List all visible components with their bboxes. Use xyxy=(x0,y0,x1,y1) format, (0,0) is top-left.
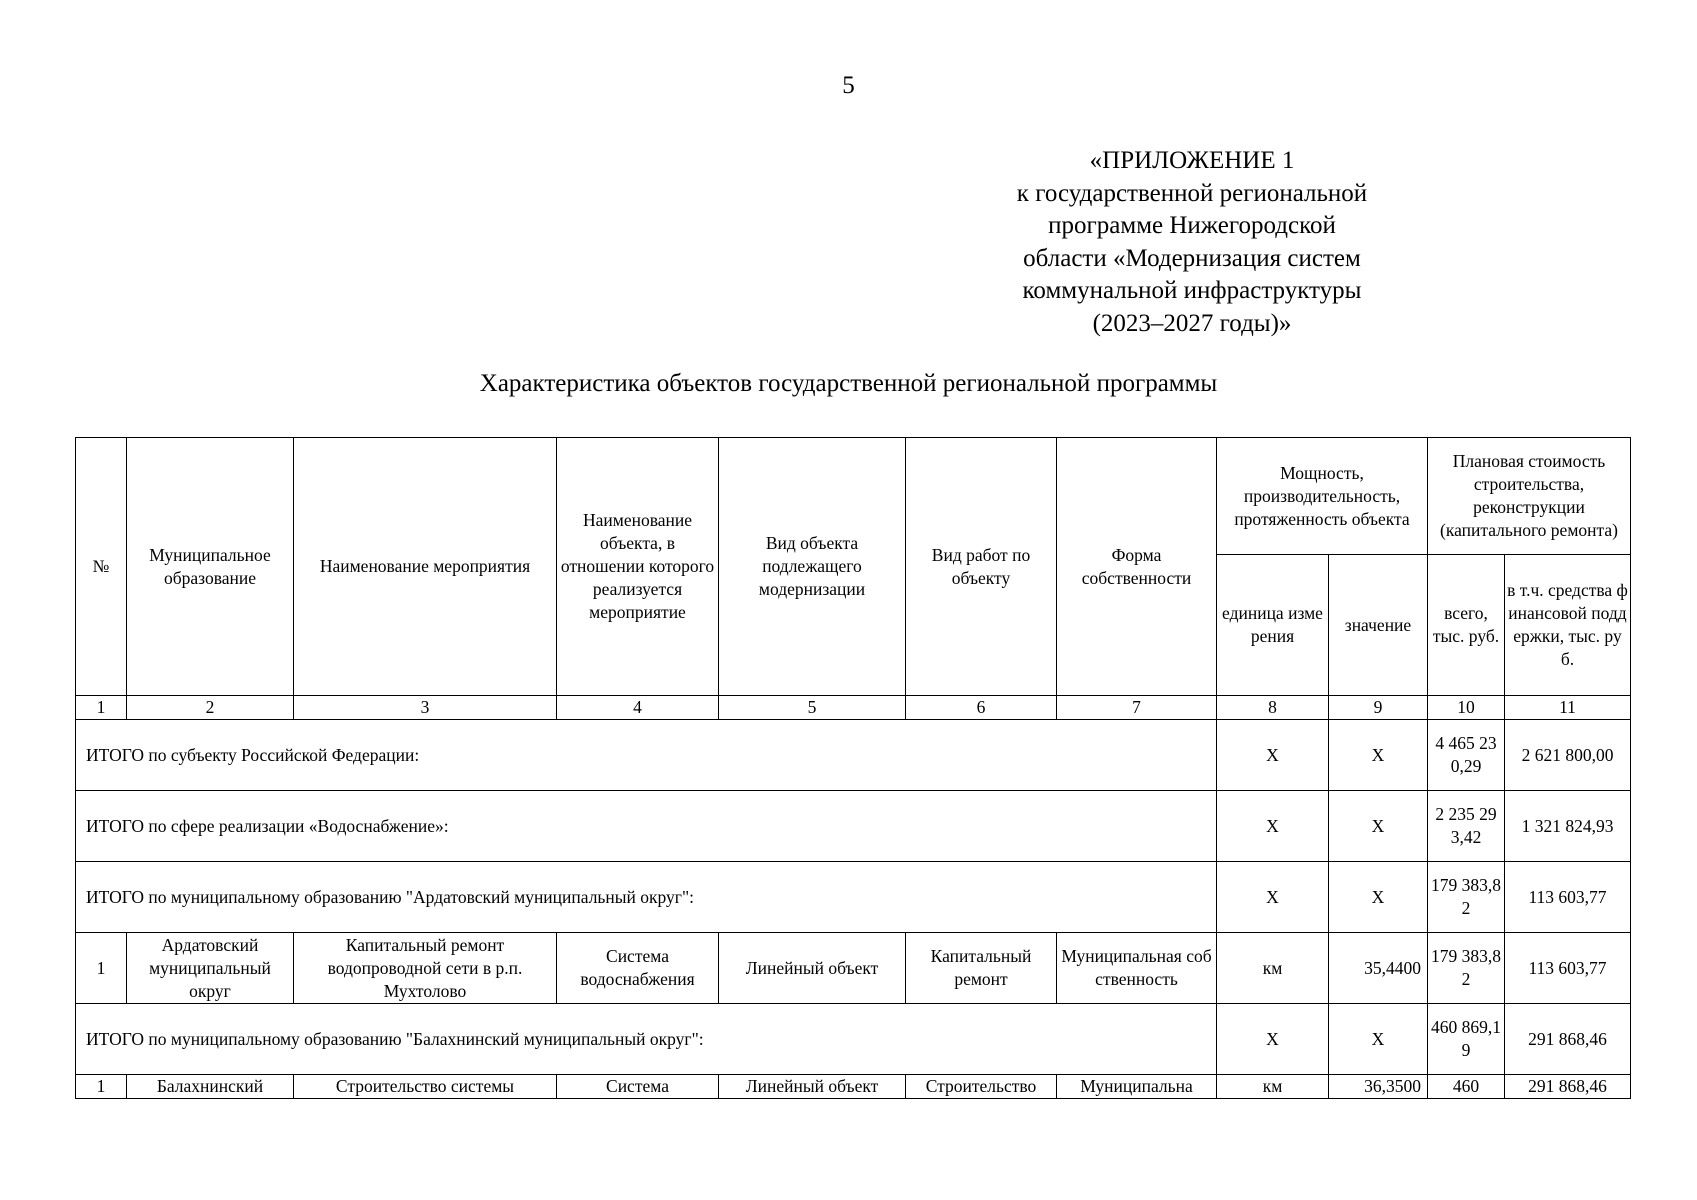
row-num: 1 xyxy=(76,933,127,1004)
column-number: 1 xyxy=(76,696,127,720)
document-title: Характеристика объектов государственной региональной программы xyxy=(479,370,1218,397)
row-municipality: Балахнинский xyxy=(127,1075,294,1099)
program-objects-table xyxy=(75,437,1631,1099)
total-label: ИТОГО по муниципальному образованию "Балахнинский муниципальный округ": xyxy=(76,1004,1217,1075)
row-unit: км xyxy=(1217,933,1329,1004)
row-measure: Строительство системы xyxy=(294,1075,557,1099)
row-value: 36,3500 xyxy=(1329,1075,1428,1099)
appendix-line: коммунальной инфраструктуры xyxy=(1022,277,1362,304)
appendix-line: программе Нижегородской xyxy=(1048,212,1336,239)
total-label: ИТОГО по муниципальному образованию "Ардатовский муниципальный округ": xyxy=(76,862,1217,933)
column-number: 8 xyxy=(1217,696,1329,720)
total-row-subject xyxy=(76,720,1631,791)
row-value: 35,4400 xyxy=(1329,933,1428,1004)
data-row-balakhna xyxy=(76,1075,1631,1099)
appendix-line: к государственной региональной xyxy=(1016,179,1368,207)
header-object-name: Наименование объекта, в отношении которого реализуется мероприятие xyxy=(557,438,719,696)
total-row-balakhna xyxy=(76,1004,1631,1075)
row-support: 113 603,77 xyxy=(1505,933,1631,1004)
column-number: 9 xyxy=(1329,696,1428,720)
header-total: всего, тыс. руб. xyxy=(1428,555,1505,696)
header-value: значение xyxy=(1329,555,1428,696)
row-object-type: Линейный объект xyxy=(719,1075,906,1099)
appendix-heading xyxy=(952,145,1432,340)
total-support: 113 603,77 xyxy=(1505,862,1631,933)
total-label: ИТОГО по сфере реализации «Водоснабжение»: xyxy=(76,791,1217,862)
row-ownership: Муниципальная собственность xyxy=(1057,933,1217,1004)
row-municipality: Ардатовский муниципальный округ xyxy=(127,933,294,1004)
column-number: 2 xyxy=(127,696,294,720)
row-object-type: Линейный объект xyxy=(719,933,906,1004)
header-municipality: Муниципальное образование xyxy=(127,438,294,696)
row-total: 179 383,82 xyxy=(1428,933,1505,1004)
appendix-line: (2023–2027 годы)» xyxy=(1092,309,1292,337)
total-unit: X xyxy=(1217,791,1329,862)
row-unit: км xyxy=(1217,1075,1329,1099)
header-num: № xyxy=(76,438,127,696)
row-measure: Капитальный ремонт водопроводной сети в р.п. Мухтолово xyxy=(294,933,557,1004)
column-number: 5 xyxy=(719,696,906,720)
row-object: Система водоснабжения xyxy=(557,933,719,1004)
row-num: 1 xyxy=(76,1075,127,1099)
total-value: X xyxy=(1329,791,1428,862)
column-number: 3 xyxy=(294,696,557,720)
column-number: 6 xyxy=(906,696,1057,720)
header-unit: единица измерения xyxy=(1217,555,1329,696)
page-number: 5 xyxy=(842,72,855,99)
total-label: ИТОГО по субъекту Российской Федерации: xyxy=(76,720,1217,791)
header-capacity: Мощность, производительность, протяженность объекта xyxy=(1217,438,1428,555)
column-number: 10 xyxy=(1428,696,1505,720)
row-total: 460 xyxy=(1428,1075,1505,1099)
header-measure-name: Наименование мероприятия xyxy=(294,438,557,696)
total-unit: X xyxy=(1217,720,1329,791)
header-row-top xyxy=(76,438,1631,555)
column-number: 4 xyxy=(557,696,719,720)
total-row-water xyxy=(76,791,1631,862)
header-support: в т.ч. средства финансовой поддержки, тыс. руб. xyxy=(1505,555,1631,696)
total-support: 2 621 800,00 xyxy=(1505,720,1631,791)
total-cost: 2 235 293,42 xyxy=(1428,791,1505,862)
total-value: X xyxy=(1329,1004,1428,1075)
total-cost: 179 383,82 xyxy=(1428,862,1505,933)
header-object-type: Вид объекта подлежащего модернизации xyxy=(719,438,906,696)
total-cost: 4 465 230,29 xyxy=(1428,720,1505,791)
total-row-ardatov xyxy=(76,862,1631,933)
header-ownership: Форма собственности xyxy=(1057,438,1217,696)
column-number: 11 xyxy=(1505,696,1631,720)
total-cost: 460 869,19 xyxy=(1428,1004,1505,1075)
row-work-type: Капитальный ремонт xyxy=(906,933,1057,1004)
appendix-line: области «Модернизация систем xyxy=(1023,244,1361,272)
row-object: Система xyxy=(557,1075,719,1099)
header-cost: Плановая стоимость строительства, реконструкции (капитального ремонта) xyxy=(1428,438,1631,555)
column-number-row xyxy=(76,696,1631,720)
total-support: 1 321 824,93 xyxy=(1505,791,1631,862)
column-number: 7 xyxy=(1057,696,1217,720)
appendix-line: «ПРИЛОЖЕНИЕ 1 xyxy=(1089,147,1295,174)
total-support: 291 868,46 xyxy=(1505,1004,1631,1075)
total-value: X xyxy=(1329,862,1428,933)
row-ownership: Муниципальна xyxy=(1057,1075,1217,1099)
header-work-type: Вид работ по объекту xyxy=(906,438,1057,696)
total-value: X xyxy=(1329,720,1428,791)
total-unit: X xyxy=(1217,1004,1329,1075)
data-row-ardatov xyxy=(76,933,1631,1004)
total-unit: X xyxy=(1217,862,1329,933)
row-work-type: Строительство xyxy=(906,1075,1057,1099)
row-support: 291 868,46 xyxy=(1505,1075,1631,1099)
